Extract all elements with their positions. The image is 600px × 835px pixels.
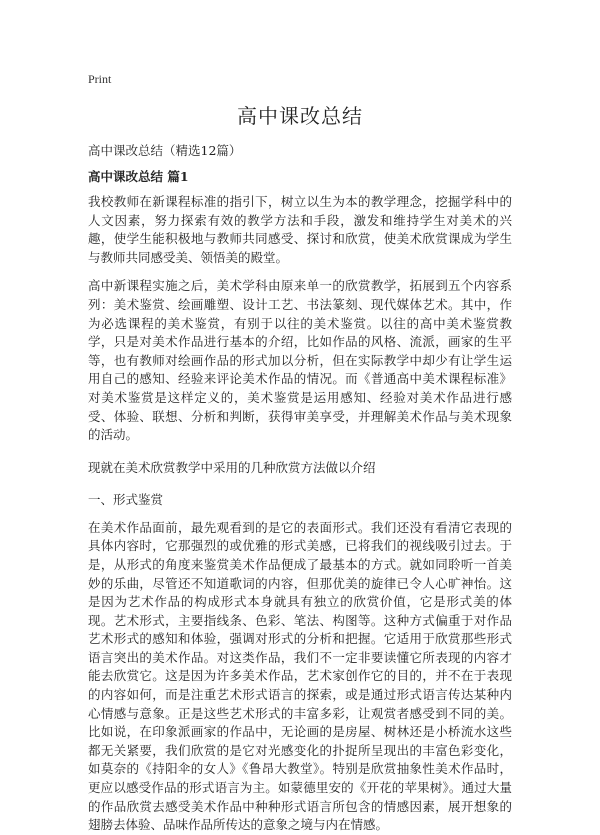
document-subtitle: 高中课改总结（精选12篇） xyxy=(88,143,242,158)
paragraph-curriculum: 高中新课程实施之后，美术学科由原来单一的欣赏教学，拓展到五个内容系列：美术鉴赏、绘画雕塑、设计工艺、书法篆刻、现代媒体艺术。其中，作为必选课程的美术鉴赏，有别于以往的美术鉴赏。以往的高中美术鉴赏教学，只是对美术作品进行基本的介绍，比如作品的风格、流派，画家的生平等，也有教师对绘画作品的形式加以分析，但在实际教学中却少有让学生运用自己的感知、经验来评论美术作品的情况。而《普通高中美术课程标准》对美术鉴赏是这样定义的，美术鉴赏是运用感知、经验对美术作品进行感受、体验、联想、分析和判断，获得审美享受，并理解美术作品与美术现象的活动。 xyxy=(88,278,512,443)
subsection-heading-form: 一、形式鉴赏 xyxy=(88,491,164,507)
paragraph-intro: 我校教师在新课程标准的指引下，树立以生为本的教学理念，挖掘学科中的人文因素，努力探索有效的教学方法和手段，激发和维持学生对美术的兴趣，使学生能积极地与教师共同感受、探讨和欣赏，使美术欣赏课成为学生与教师共同感受美、领悟美的殿堂。 xyxy=(88,194,512,265)
paragraph-methods-intro: 现就在美术欣赏教学中采用的几种欣赏方法做以介绍 xyxy=(88,459,376,475)
print-link[interactable]: Print xyxy=(88,72,112,86)
paragraph-form-appreciation: 在美术作品面前，最先观看到的是它的表面形式。我们还没有看清它表现的具体内容时，它那强烈的或优雅的形式美感，已将我们的视线吸引过去。于是，从形式的角度来鉴赏美术作品便成了最基本的方式。就如同聆听一首美妙的乐曲，尽管还不知道歌词的内容，但那优美的旋律已令人心旷神怡。这是因为艺术作品的构成形式本身就具有独立的欣赏价值，它是形式美的体现。艺术形式，主要指线条、色彩、笔法、构图等。这种方式偏重于对作品艺术形式的感知和体验，强调对形式的分析和把握。它适用于欣赏那些形式语言突出的美术作品。对这类作品，我们不一定非要读懂它所表现的内容才能去欣赏它。这是因为许多美术作品，艺术家创作它的目的，并不在于表现的内容如何，而是注重艺术形式语言的探索，或是通过形式语言传达某种内心情感与意象。正是这些艺术形式的丰富多彩，让观赏者感受到不同的美。比如说，在印象派画家的作品中，无论画的是房屋、树林还是小桥流水这些都无关紧要，我们欣赏的是它对光感变化的扑捉所呈现出的丰富色彩变化，如莫奈的《持阳伞的女人》《鲁昂大教堂》。特别是欣赏抽象性美术作品时，更应以感受作品的形式语言为主。如蒙德里安的《开花的苹果树》。通过大量的作品欣赏去感受美术作品中种种形式语言所包含的情感因素，展开想象的翅膀去体验、品味作品所传达的意象之境与内在情感。 xyxy=(88,519,512,833)
page-title: 高中课改总结 xyxy=(237,104,363,128)
section-heading: 高中课改总结 篇1 xyxy=(88,169,189,184)
